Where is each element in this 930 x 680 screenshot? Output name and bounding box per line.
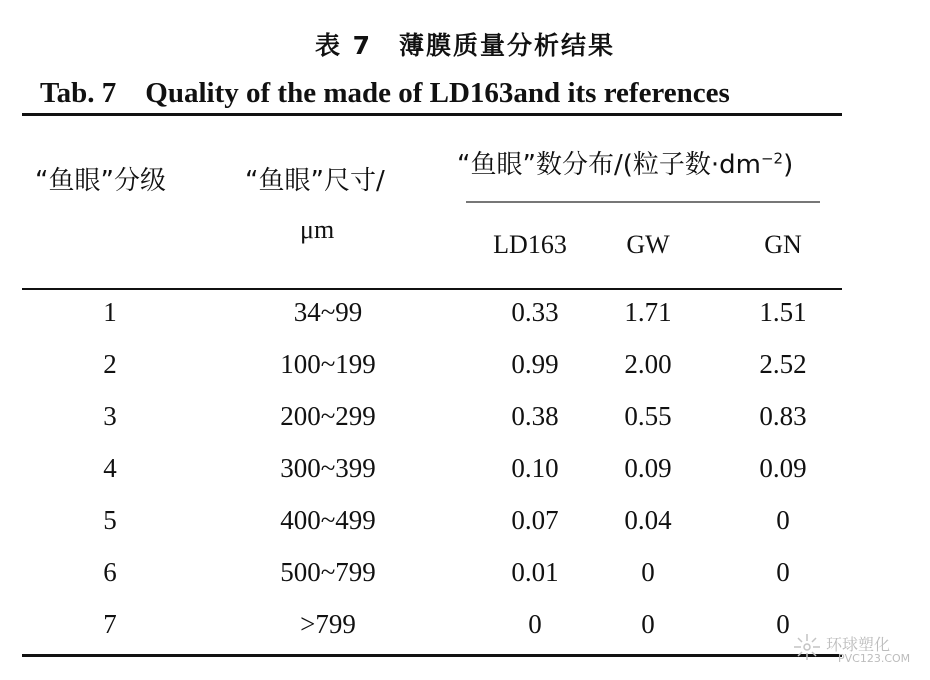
cell-gw: 1.71	[624, 297, 672, 327]
cell-grade: 2	[103, 349, 117, 379]
cell-grade: 6	[103, 557, 117, 587]
cell-size: 200~299	[280, 401, 376, 431]
bottom-rule	[22, 654, 842, 657]
cell-ld163: 0.33	[511, 297, 559, 327]
cell-grade: 4	[103, 453, 117, 483]
watermark-url: PVC123.COM	[838, 652, 911, 665]
watermark-logo-icon	[792, 632, 822, 662]
cell-gw: 0	[641, 609, 655, 639]
cell-gw: 2.00	[624, 349, 672, 379]
header-distribution-exponent: −2	[760, 149, 784, 168]
header-distribution	[457, 144, 793, 181]
cell-size: 34~99	[293, 297, 363, 327]
table-row	[0, 557, 930, 609]
table-row	[0, 297, 930, 349]
cell-ld163: 0.01	[511, 557, 559, 587]
header-grade: “鱼眼”分级	[35, 166, 166, 196]
cell-gw: 0.04	[624, 505, 672, 535]
header-size-unit: μm	[300, 215, 335, 244]
cell-gw: 0.09	[624, 453, 672, 483]
subheader-rule	[466, 201, 820, 203]
top-rule	[22, 113, 842, 116]
header-rule	[22, 288, 842, 290]
table-row	[0, 505, 930, 557]
cell-gw: 0.55	[624, 401, 672, 431]
cell-ld163: 0.99	[511, 349, 559, 379]
cell-grade: 1	[103, 297, 117, 327]
cell-gn: 0	[776, 557, 790, 587]
cell-grade: 7	[103, 609, 117, 639]
cell-gn: 0	[776, 609, 790, 639]
cell-gn: 0.09	[759, 453, 807, 483]
cell-grade: 3	[103, 401, 117, 431]
header-distribution-label: “鱼眼”数分布/(粒子数·dm	[457, 150, 761, 180]
cell-gn: 0	[776, 505, 790, 535]
column-header-gn: GN	[764, 230, 802, 259]
cell-size: 300~399	[280, 453, 376, 483]
cell-ld163: 0.10	[511, 453, 559, 483]
header-size: “鱼眼”尺寸/	[245, 166, 385, 196]
table-row	[0, 401, 930, 453]
cell-gn: 1.51	[759, 297, 807, 327]
header-distribution-close: )	[783, 150, 794, 180]
column-header-gw: GW	[626, 230, 670, 259]
cell-gn: 0.83	[759, 401, 807, 431]
cell-ld163: 0	[528, 609, 542, 639]
cell-grade: 5	[103, 505, 117, 535]
column-header-ld163: LD163	[493, 230, 567, 259]
table-title-en: Tab. 7 Quality of the made of LD163and its references	[40, 77, 730, 109]
cell-size: 400~499	[280, 505, 376, 535]
cell-gw: 0	[641, 557, 655, 587]
cell-size: 100~199	[280, 349, 376, 379]
cell-size: >799	[300, 609, 356, 639]
cell-ld163: 0.07	[511, 505, 559, 535]
table-row	[0, 453, 930, 505]
watermark-name: 环球塑化	[826, 635, 891, 654]
cell-ld163: 0.38	[511, 401, 559, 431]
cell-gn: 2.52	[759, 349, 807, 379]
table-title-zh: 表 7 薄膜质量分析结果	[314, 31, 616, 60]
cell-size: 500~799	[280, 557, 376, 587]
table-row	[0, 349, 930, 401]
